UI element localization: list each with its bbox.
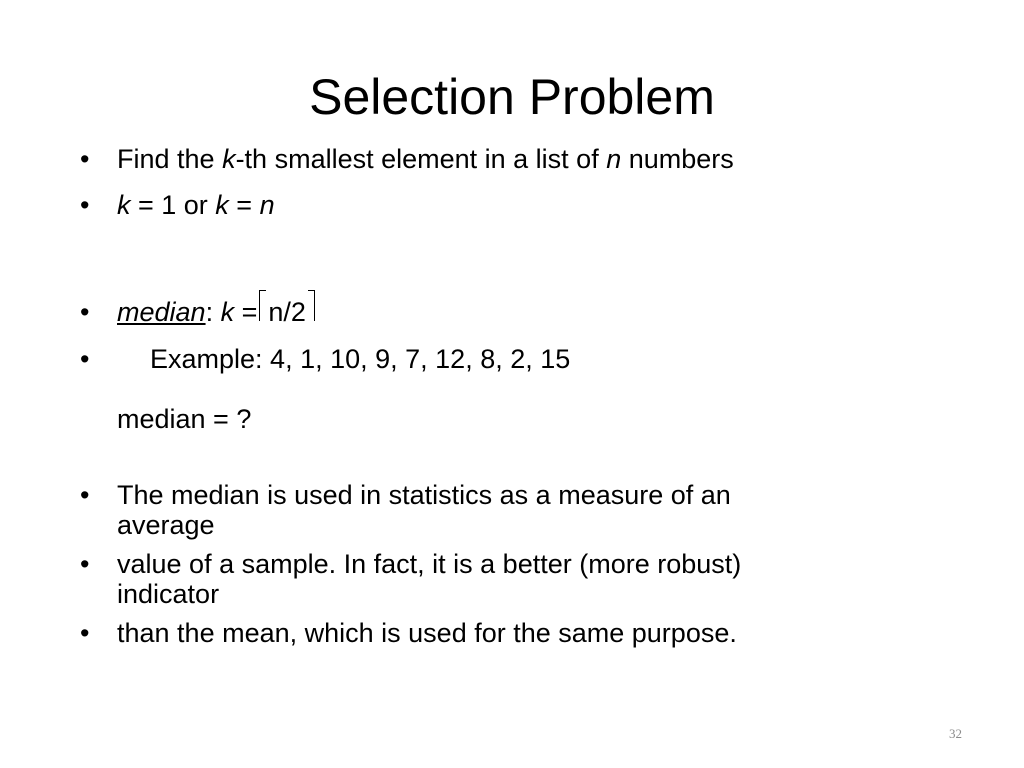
bullet-median-def: median: k = n/2 [117, 296, 315, 328]
bullet-median-stats-1: The median is used in statistics as a measure of an [117, 480, 731, 510]
bullet-example: Example: 4, 1, 10, 9, 7, 12, 8, 2, 15 [150, 344, 571, 374]
bullet-k-cases: k = 1 or k = n [117, 190, 275, 220]
bullet-mean: than the mean, which is used for the same purpose. [117, 618, 737, 648]
bullet-icon: • [80, 190, 90, 220]
bullet-icon: • [80, 480, 90, 510]
page-number: 32 [949, 726, 962, 741]
slide-title: Selection Problem [309, 69, 715, 125]
bullet-icon: • [80, 297, 90, 327]
bullet-icon: • [80, 618, 90, 648]
bullet-sample-1: value of a sample. In fact, it is a better (more robust) [117, 549, 742, 579]
bullet-icon: • [80, 549, 90, 579]
bullet-icon: • [80, 344, 90, 374]
bullet-find-kth: Find the k-th smallest element in a list of n numbers [117, 144, 734, 174]
bullet-sample-2: indicator [117, 579, 220, 609]
bullet-median-stats-2: average [117, 510, 215, 540]
median-question: median = ? [117, 404, 252, 434]
ceiling-bracket: n/2 [259, 296, 315, 328]
bullet-icon: • [80, 144, 90, 174]
